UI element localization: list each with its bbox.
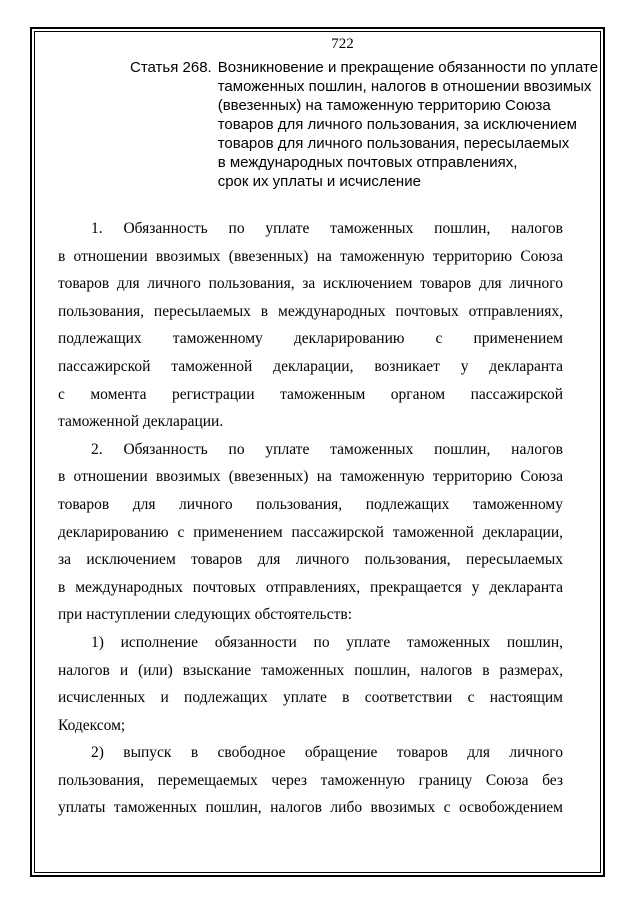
paragraph-2 xyxy=(58,436,563,629)
text-line: Кодексом; xyxy=(58,716,126,734)
text-line: товаров для личного пользования, за исключением товаров для личного xyxy=(58,275,563,293)
text-line: 1) исполнение обязанности по уплате таможенных пошлин, xyxy=(91,633,563,651)
paragraph-2-item-1 xyxy=(58,629,563,739)
text-line: исчисленных и подлежащих уплате в соответствии с настоящим xyxy=(58,689,563,707)
article-title-line: Возникновение и прекращение обязанности по уплате xyxy=(217,59,599,76)
text-line: за исключением товаров для личного пользования, пересылаемых xyxy=(58,551,563,569)
text-line: пользования, пересылаемых в международных почтовых отправлениях, xyxy=(58,302,563,320)
page-number: 722 xyxy=(331,36,354,52)
article-heading xyxy=(90,58,599,191)
text-line: 2) выпуск в свободное обращение товаров для личного xyxy=(91,744,563,762)
text-line: налогов и (или) взыскание таможенных пошлин, налогов в размерах, xyxy=(58,661,563,679)
document-content xyxy=(58,34,599,822)
article-label: Статья 268. xyxy=(130,59,212,76)
article-body xyxy=(58,215,563,822)
article-title-line: товаров для личного пользования, пересылаемых xyxy=(217,135,570,152)
text-line: товаров для личного пользования, подлежащих таможенному xyxy=(58,495,563,513)
paragraph-2-item-2 xyxy=(58,739,563,822)
text-line: в международных почтовых отправлениях, прекращается у декларанта xyxy=(58,578,563,596)
text-line: таможенной декларации. xyxy=(58,413,224,431)
text-line: при наступлении следующих обстоятельств: xyxy=(58,606,353,624)
text-line: уплаты таможенных пошлин, налогов либо ввозимых с освобождением xyxy=(58,799,563,817)
article-title-line: срок их уплаты и исчисление xyxy=(217,173,421,190)
paragraph-1 xyxy=(58,215,563,436)
text-line: подлежащих таможенному декларированию с применением xyxy=(58,330,563,348)
text-line: пассажирской таможенной декларации, возникает у декларанта xyxy=(58,357,563,375)
article-title-line: в международных почтовых отправлениях, xyxy=(217,154,518,171)
text-line: в отношении ввозимых (ввезенных) на таможенную территорию Союза xyxy=(58,468,563,486)
text-line: декларированию с применением пассажирской таможенной декларации, xyxy=(58,523,563,541)
text-line: пользования, перемещаемых через таможенную границу Союза без xyxy=(58,771,563,789)
article-title xyxy=(218,58,598,191)
article-title-line: таможенных пошлин, налогов в отношении ввозимых xyxy=(217,78,592,95)
article-title-line: (ввезенных) на таможенную территорию Союза xyxy=(217,97,551,114)
text-line: 2. Обязанность по уплате таможенных пошлин, налогов xyxy=(91,440,563,458)
article-title-line: товаров для личного пользования, за исключением xyxy=(217,116,577,133)
text-line: в отношении ввозимых (ввезенных) на таможенную территорию Союза xyxy=(58,247,563,265)
text-line: с момента регистрации таможенным органом пассажирской xyxy=(58,385,563,403)
text-line: 1. Обязанность по уплате таможенных пошлин, налогов xyxy=(91,220,563,237)
